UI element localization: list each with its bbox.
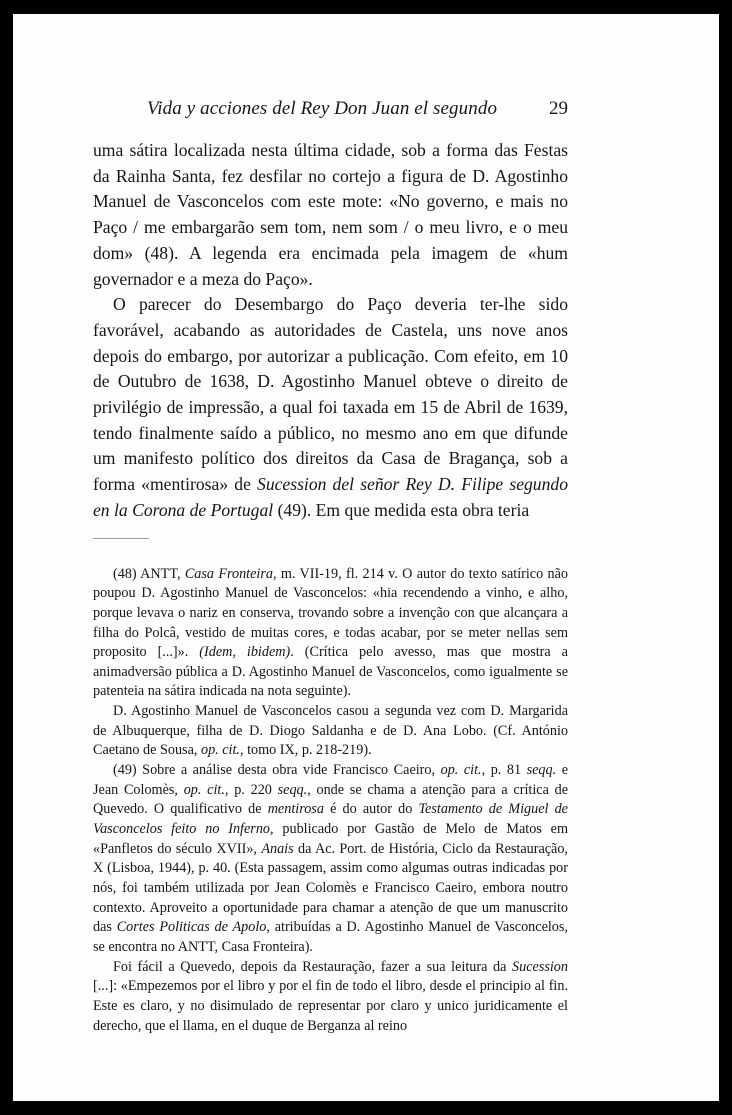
- footnote-49-italic-8: Cortes Politicas de Apolo: [116, 919, 267, 936]
- footnote-48-text-1: (48) ANTT,: [113, 565, 185, 582]
- footnote-49-italic-4: seqq.: [277, 781, 308, 798]
- footnote-49-text-1: (49) Sobre a análise desta obra vide Francisco Caeiro,: [113, 762, 441, 779]
- footnote-49-text-7: , publicado por Gastão de Melo de Matos em «Panfletos do século XVII»,: [93, 821, 568, 857]
- paragraph-2-title: Sucession del señor Rey D. Filipe segundo en la Corona de Portugal: [93, 474, 568, 520]
- paragraph-2-part-b: (49). Em que medida esta obra teria: [273, 499, 530, 520]
- footnote-49-italic-1: op. cit.: [440, 762, 482, 779]
- footnote-49-text-8: da Ac. Port. de História, Ciclo da Restauração, X (Lisboa, 1944), p. 40. (Esta passagem, assim como algumas outras indicadas por nós, foi também utilizada por Jean Colomès e Francisco Caeiro, embora noutro contexto. Aproveito a oportunidade para chamar a atenção de que um manuscrito das: [93, 840, 568, 936]
- footnote-48b-text-2: , tomo IX, p. 218-219).: [239, 742, 372, 759]
- footnote-separator: [93, 538, 149, 539]
- footnote-49-italic-6: Testamento de Miguel de Vasconcelos feito no Inferno: [93, 801, 568, 838]
- footnote-48-text-3: . (Crítica pelo avesso, mas que mostra a animadversão pública a D. Agostinho Manuel de Vasconcelos, como igualmente se patenteia na sátira indicada na nota seguinte).: [93, 644, 568, 700]
- footnote-49b-text-1: Foi fácil a Quevedo, depois da Restauração, fazer a sua leitura da: [113, 958, 513, 975]
- footnote-48b-text-1: D. Agostinho Manuel de Vasconcelos casou a segunda vez com D. Margarida de Albuquerque, filha de D. Diogo Saldanha e de D. Ana Lobo. (Cf. António Caetano de Sousa,: [93, 703, 568, 759]
- footnote-48b-italic-1: op. cit.: [200, 742, 240, 759]
- running-title: Vida y acciones del Rey Don Juan el segundo: [147, 98, 498, 119]
- paragraph-1: uma sátira localizada nesta última cidade, sob a forma das Festas da Rainha Santa, fez desfilar no cortejo a figura de D. Agostinho Manuel de Vasconcelos com este mote: «No governo, e mais no Paço / me embargarão sem tom, nem som / o meu livro, e o meu dom» (48). A legenda era encimada pela imagem de «hum governador e a meza do Paço».: [93, 140, 568, 289]
- footnote-48-continued: [93, 702, 568, 761]
- page-number: 29: [549, 98, 568, 119]
- footnote-49-text-5: , onde se chama a atenção para a crítica de Quevedo. O qualificativo de: [93, 781, 569, 818]
- footnote-49-italic-5: mentirosa: [267, 801, 324, 818]
- footnote-49: [93, 761, 568, 958]
- footnote-49-text-6: é do autor do: [323, 801, 419, 818]
- paragraph-2-part-a: O parecer do Desembargo do Paço deveria ter-lhe sido favorável, acabando as autoridades de Castela, uns nove anos depois do embargo, por autorizar a publicação. Com efeito, em 10 de Outubro de 1638, D. Agostinho Manuel obteve o direito de privilégio de impressão, a qual foi taxada em 15 de Abril de 1639, tendo finalmente saído a público, no mesmo ano em que difunde um manifesto político dos direitos da Casa de Bragança, sob a forma «mentirosa» de: [93, 294, 568, 495]
- footnote-48-italic-1: Casa Fronteira: [184, 565, 273, 582]
- footnote-49b-italic-1: Sucession: [512, 958, 568, 975]
- footnote-49-italic-3: op. cit.: [183, 781, 225, 798]
- footnote-48-italic-2: (Idem, ibidem): [199, 644, 291, 661]
- footnote-49-text-4: , p. 220: [224, 781, 278, 798]
- footnote-49-text-9: , atribuídas a D. Agostinho Manuel de Vasconcelos, se encontra no ANTT, Casa Fronteira).: [93, 919, 568, 956]
- footnote-49-italic-7: Anais: [261, 840, 294, 857]
- footnote-49-text-3: e Jean Colomès,: [93, 762, 569, 798]
- footnote-49-continued: [93, 958, 568, 1037]
- footnotes: [93, 565, 568, 1037]
- paragraph-2: [93, 292, 568, 523]
- footnote-49-text-2: , p. 81: [481, 762, 527, 779]
- footnote-48: [93, 565, 568, 703]
- document-page: [93, 95, 568, 1036]
- footnote-49b-text-2: [...]: «Empezemos por el libro y por el fin de todo el libro, desde el principio al fin. Este es claro, y no disimulado de representar por claro y unico juridicamente el derecho, que el llama, en el duque de Berganza al reino: [93, 978, 568, 1034]
- main-text: [93, 138, 568, 524]
- running-header: [93, 95, 568, 123]
- footnote-48-text-2: , m. VII-19, fl. 214 v. O autor do texto satírico não poupou D. Agostinho Manuel de Vasconcelos: «hia recendendo a vinho, e alho, porque levava o nariz en conserva, trovando sobre a invenção con que alcançara a filha do Polcâ, vestido de muitas cores, e todas acabar, por se meter nellas sem proposito [...]».: [93, 565, 569, 661]
- footnote-49-italic-2: seqq.: [526, 762, 557, 779]
